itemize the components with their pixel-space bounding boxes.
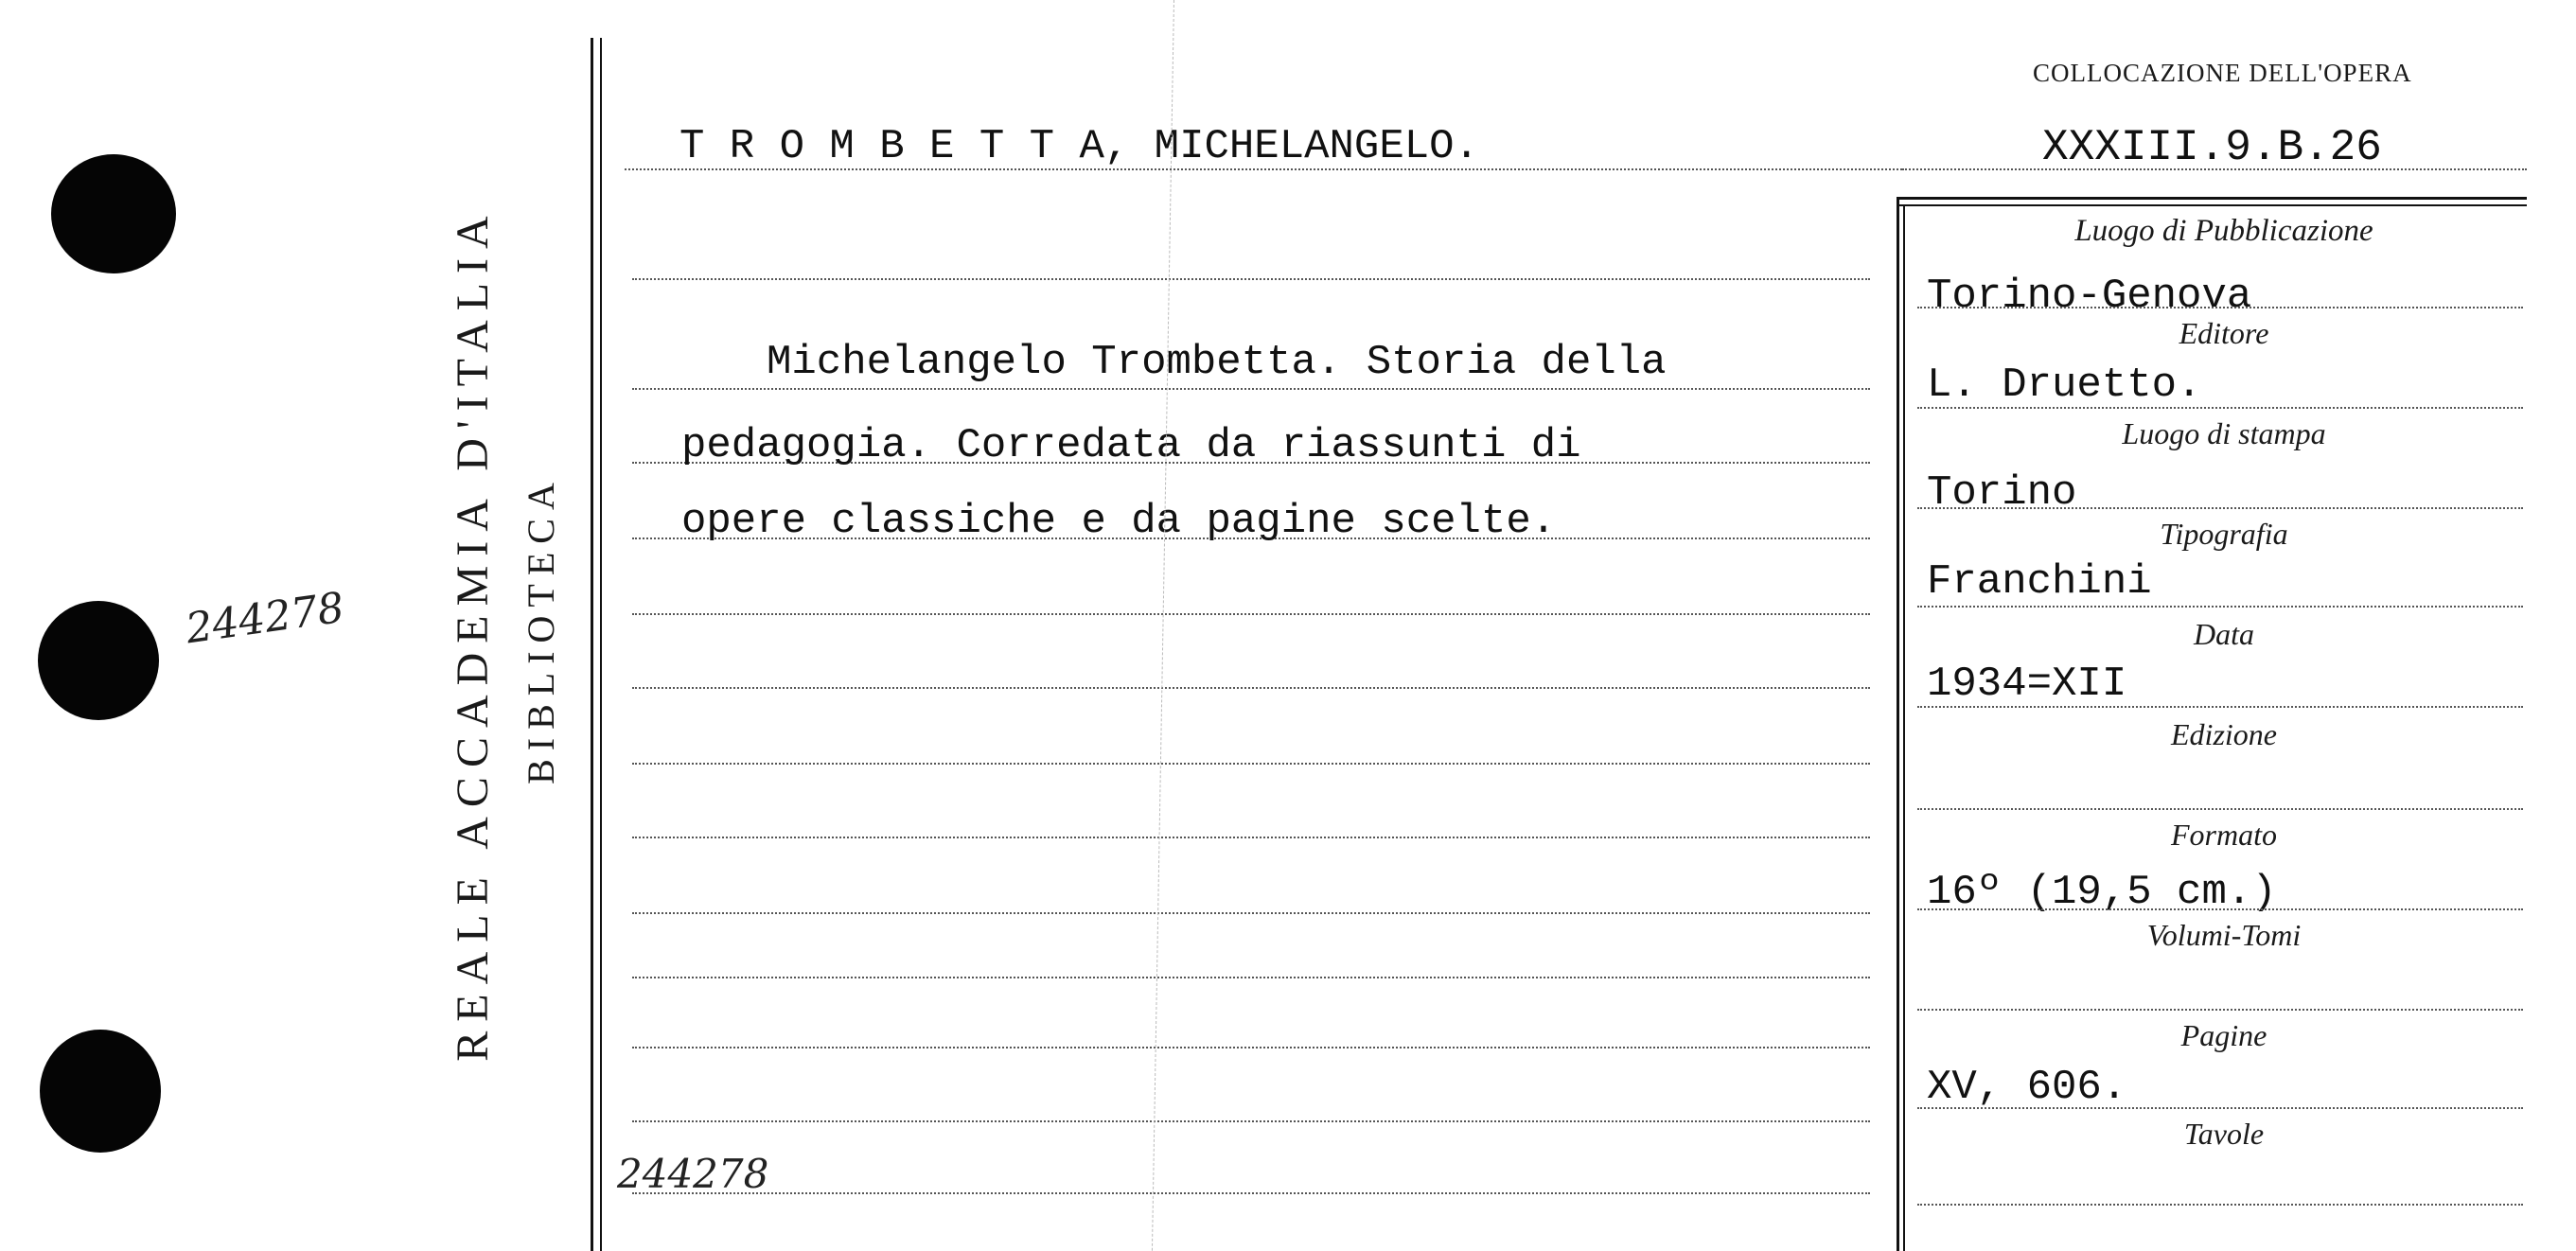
punch-hole-bottom xyxy=(40,1030,161,1153)
ruled-line xyxy=(632,763,1870,765)
ruled-line xyxy=(632,278,1870,280)
field-line xyxy=(1917,1009,2523,1011)
info-box-top-rule-1 xyxy=(1897,197,2527,200)
left-border-rule-2 xyxy=(600,38,602,1251)
collocation-value: XXXIII.9.B.26 xyxy=(2042,123,2382,172)
label-pagine: Pagine xyxy=(2180,1018,2267,1052)
info-box-left-rule-1 xyxy=(1897,197,1899,1251)
ruled-line xyxy=(632,613,1870,615)
value-editore: L. Druetto. xyxy=(1927,361,2202,409)
value-pagine: XV, 606. xyxy=(1927,1064,2127,1111)
label-edizione: Edizione xyxy=(2171,717,2277,751)
info-box-left-rule-2 xyxy=(1903,204,1905,1251)
label-tavole: Tavole xyxy=(2183,1117,2265,1151)
fold-crease xyxy=(1152,0,1174,1251)
info-box-top-rule-2 xyxy=(1897,204,2527,206)
label-luogo-pubblicazione: Luogo di Pubblicazione xyxy=(2074,214,2373,248)
collocation-line xyxy=(1902,168,2527,170)
ruled-line xyxy=(632,1047,1870,1048)
title-line-3: opere classiche e da pagine scelte. xyxy=(681,498,1557,545)
field-line xyxy=(1917,407,2523,409)
author-heading: T R O M B E T T A, MICHELANGELO. xyxy=(679,123,1479,170)
value-tipografia: Franchini xyxy=(1927,558,2152,606)
bottom-inventory-number: 244278 xyxy=(617,1151,769,1197)
field-line xyxy=(1917,808,2523,810)
collocation-label: COLLOCAZIONE DELL'OPERA xyxy=(2033,59,2412,87)
punch-hole-top xyxy=(51,154,176,273)
label-formato: Formato xyxy=(2171,818,2277,852)
institution-name: REALE ACCADEMIA D'ITALIA xyxy=(448,206,498,1062)
field-line xyxy=(1917,307,2523,308)
field-line xyxy=(1917,1204,2523,1206)
value-data: 1934=XII xyxy=(1927,661,2127,708)
field-line xyxy=(1917,507,2523,509)
ruled-line xyxy=(632,837,1870,838)
ruled-line xyxy=(632,977,1870,978)
field-line xyxy=(1917,1107,2523,1109)
label-editore: Editore xyxy=(2179,316,2269,350)
ruled-line xyxy=(632,388,1870,390)
title-line-1: Michelangelo Trombetta. Storia della xyxy=(767,339,1667,386)
label-data: Data xyxy=(2194,617,2254,651)
left-border-rule-1 xyxy=(591,38,593,1251)
author-line xyxy=(625,168,1902,170)
label-tipografia: Tipografia xyxy=(2160,517,2288,551)
value-luogo-pubblicazione: Torino-Genova xyxy=(1927,273,2252,320)
field-line xyxy=(1917,606,2523,608)
value-formato: 16º (19,5 cm.) xyxy=(1927,869,2277,916)
label-luogo-stampa: Luogo di stampa xyxy=(2122,416,2326,450)
margin-inventory-number: 244278 xyxy=(183,583,347,654)
field-line xyxy=(1917,908,2523,910)
ruled-line xyxy=(632,1192,1870,1194)
ruled-line xyxy=(632,912,1870,914)
ruled-line xyxy=(632,1120,1870,1122)
library-name: BIBLIOTECA xyxy=(520,474,562,784)
label-volumi-tomi: Volumi-Tomi xyxy=(2146,918,2302,952)
punch-hole-middle xyxy=(38,601,159,720)
field-line xyxy=(1917,706,2523,708)
title-line-2: pedagogia. Corredata da riassunti di xyxy=(681,422,1581,469)
value-luogo-stampa: Torino xyxy=(1927,469,2077,517)
ruled-line xyxy=(632,687,1870,689)
